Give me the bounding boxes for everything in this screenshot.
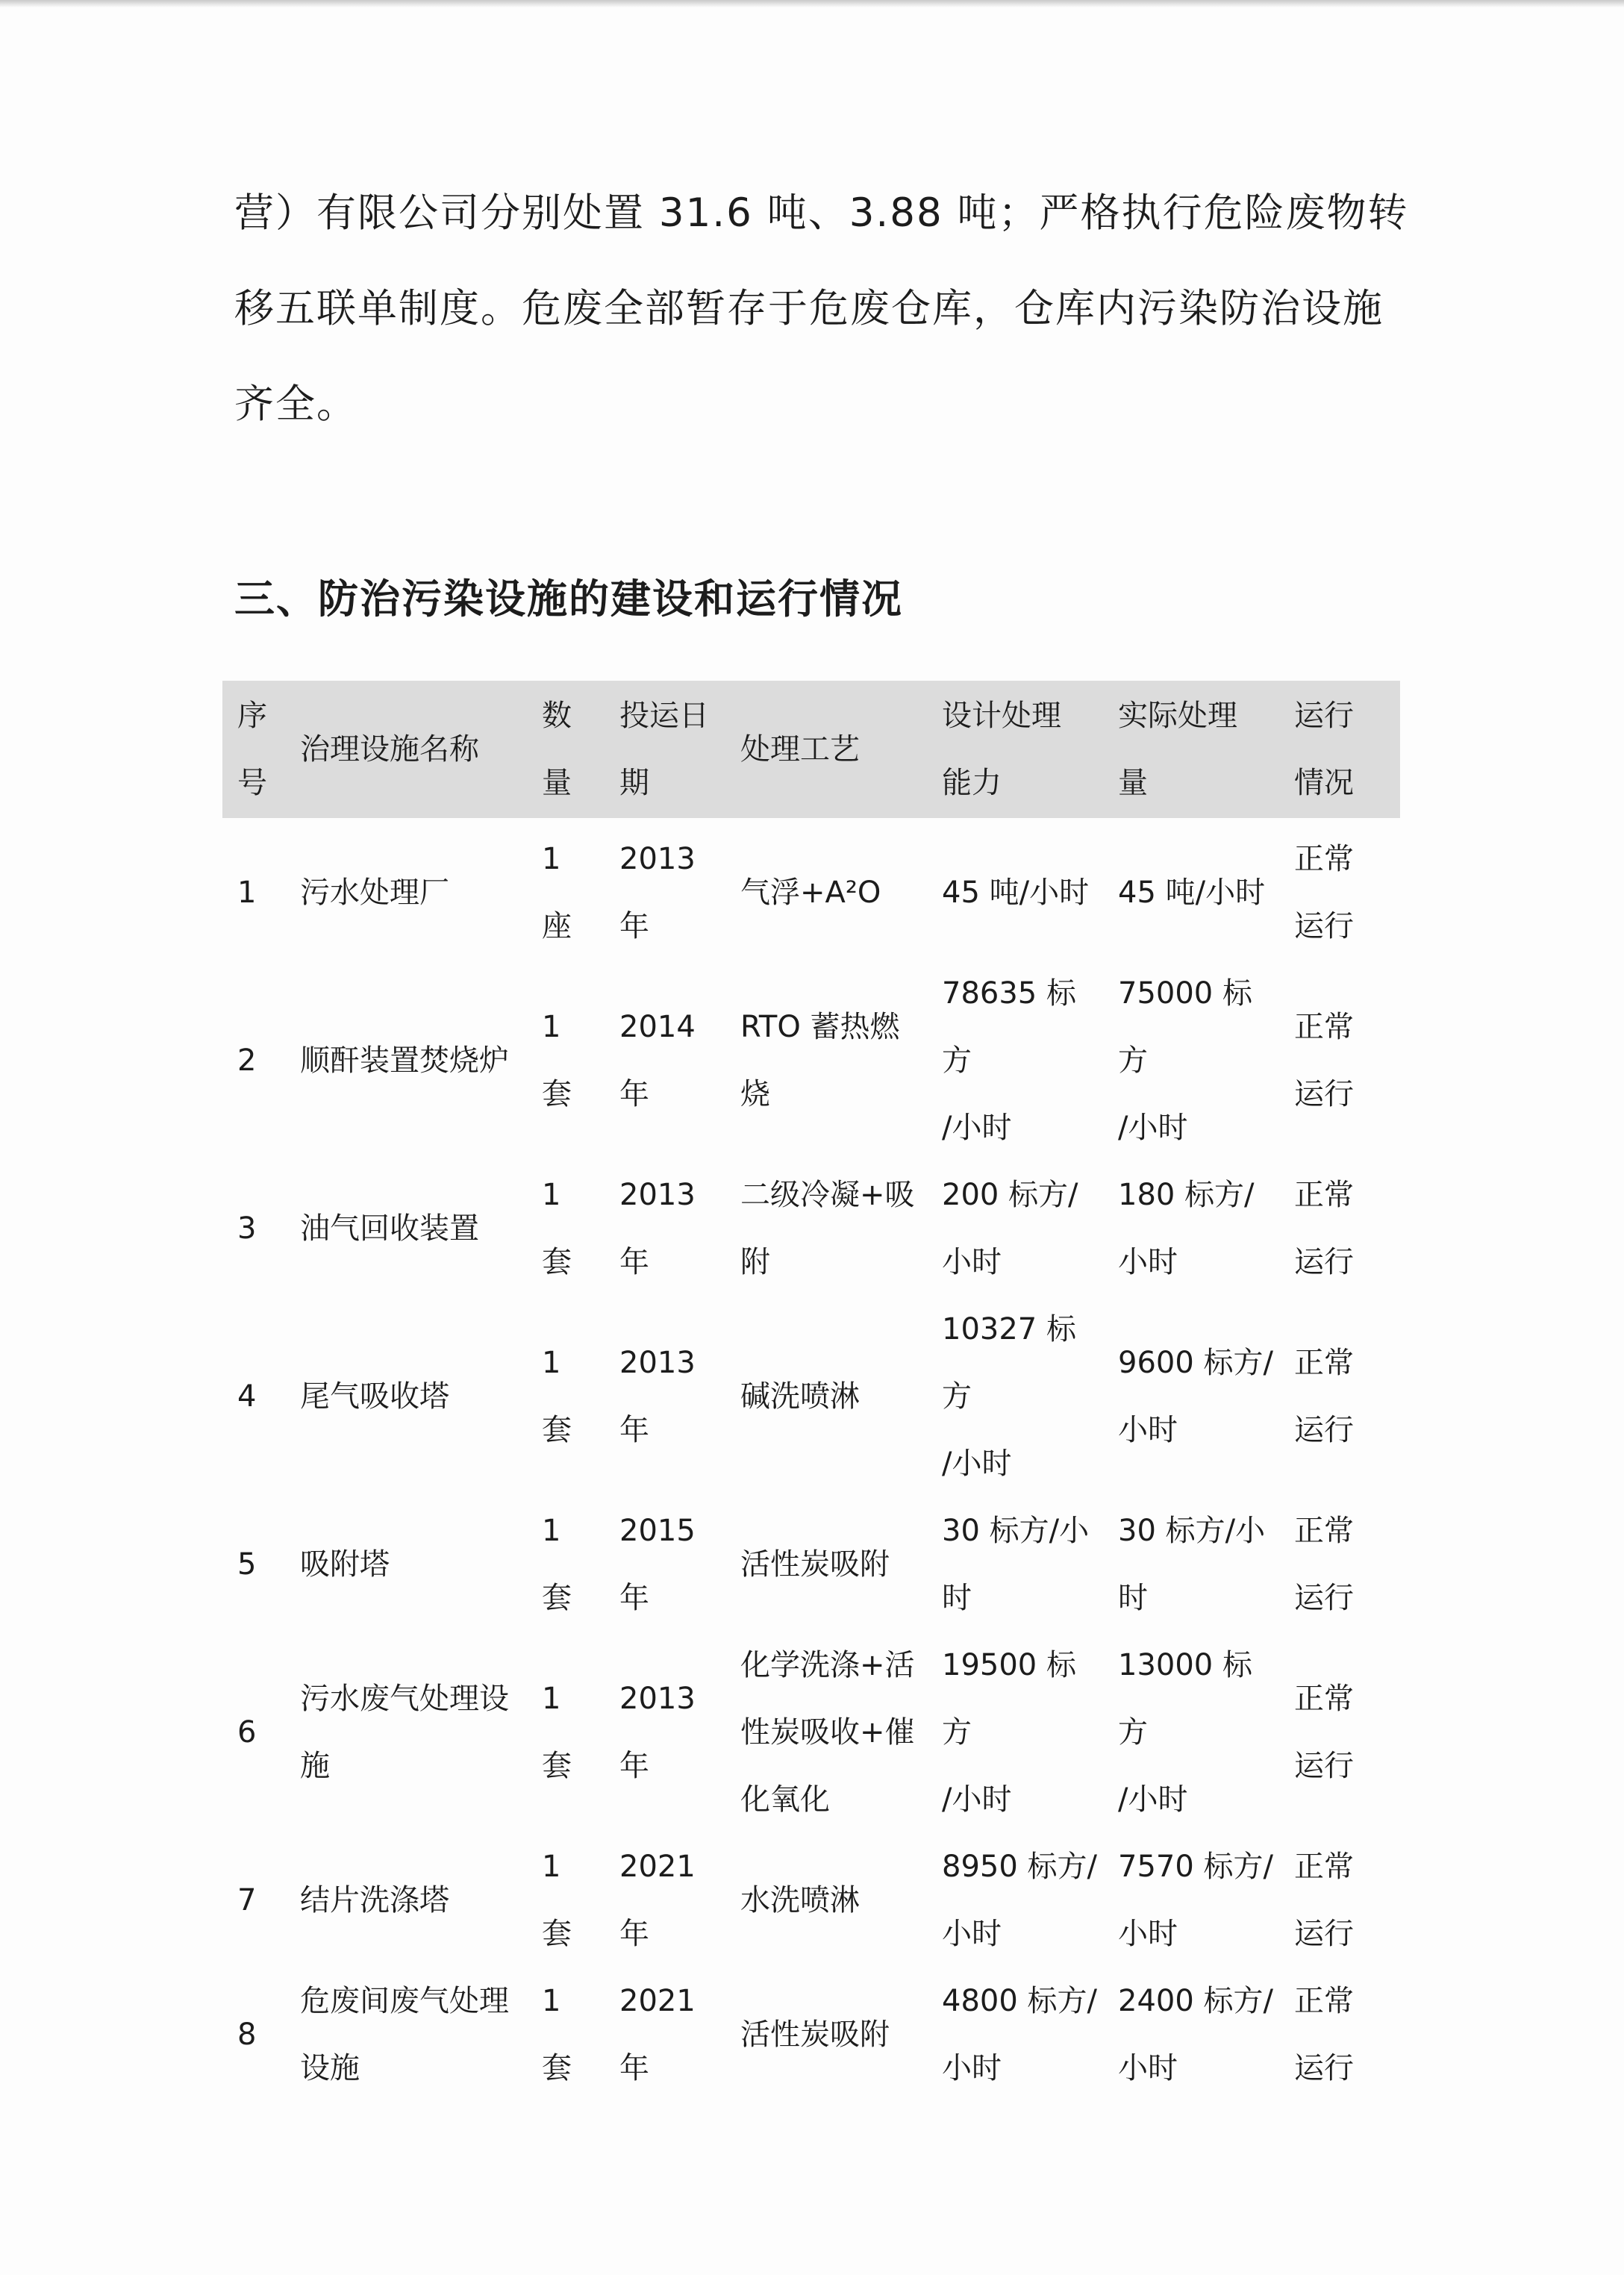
cell-qty: 1 套	[542, 1514, 572, 1615]
cell-actual-capacity: 180 标方/ 小时	[1118, 1178, 1255, 1279]
cell-name: 油气回收装置	[300, 1211, 479, 1246]
header-design-capacity: 设计处理 能力	[942, 699, 1061, 800]
table-row	[222, 1497, 1400, 1632]
cell-actual-capacity: 13000 标方 /小时	[1118, 1648, 1252, 1817]
cell-name: 尾气吸收塔	[300, 1379, 449, 1414]
cell-design-capacity: 10327 标方 /小时	[942, 1312, 1076, 1481]
table-row	[222, 1296, 1400, 1497]
header-name: 治理设施名称	[300, 732, 479, 767]
cell-status: 正常 运行	[1294, 1514, 1354, 1615]
cell-process: RTO 蓄热燃烧	[740, 1010, 900, 1111]
intro-line: 移五联单制度。危废全部暂存于危废仓库，仓库内污染防治设施	[234, 286, 1384, 331]
cell-status: 正常 运行	[1294, 1984, 1354, 2085]
cell-actual-capacity: 2400 标方/ 小时	[1118, 1984, 1273, 2085]
cell-status: 正常 运行	[1294, 1346, 1354, 1447]
header-qty: 数 量	[542, 699, 572, 800]
cell-actual-capacity: 30 标方/小 时	[1118, 1514, 1266, 1615]
cell-name: 结片洗涤塔	[300, 1883, 449, 1917]
cell-name: 顺酐装置焚烧炉	[300, 1043, 509, 1078]
cell-actual-capacity: 7570 标方/ 小时	[1118, 1850, 1273, 1951]
cell-design-capacity: 200 标方/ 小时	[942, 1178, 1078, 1279]
scan-edge	[0, 0, 1624, 7]
intro-line: 齐全。	[234, 381, 357, 427]
cell-seq: 6	[237, 1715, 257, 1750]
header-status: 运行 情况	[1294, 699, 1354, 800]
cell-process: 化学洗涤+活 性炭吸收+催 化氧化	[740, 1648, 915, 1817]
table-header-row	[222, 681, 1400, 818]
cell-name: 吸附塔	[300, 1547, 390, 1582]
cell-design-capacity: 19500 标方 /小时	[942, 1648, 1076, 1817]
cell-design-capacity: 30 标方/小 时	[942, 1514, 1090, 1615]
cell-actual-capacity: 9600 标方/ 小时	[1118, 1346, 1273, 1447]
cell-qty: 1 座	[542, 842, 572, 943]
cell-status: 正常 运行	[1294, 1178, 1354, 1279]
cell-seq: 5	[237, 1547, 257, 1582]
cell-qty: 1 套	[542, 1346, 572, 1447]
cell-date: 2021 年	[619, 1984, 696, 2085]
table-row	[222, 1632, 1400, 1833]
header-date: 投运日 期	[619, 699, 709, 800]
cell-process: 水洗喷淋	[740, 1883, 860, 1917]
header-actual-capacity: 实际处理 量	[1118, 699, 1237, 800]
cell-date: 2015 年	[619, 1514, 696, 1615]
table-row	[222, 1161, 1400, 1296]
cell-date: 2014 年	[619, 1010, 696, 1111]
cell-qty: 1 套	[542, 1178, 572, 1279]
cell-date: 2013 年	[619, 1178, 696, 1279]
cell-seq: 2	[237, 1043, 257, 1078]
cell-process: 二级冷凝+吸 附	[740, 1178, 915, 1279]
cell-status: 正常 运行	[1294, 1850, 1354, 1951]
cell-design-capacity: 8950 标方/ 小时	[942, 1850, 1097, 1951]
cell-seq: 7	[237, 1883, 257, 1917]
cell-design-capacity: 45 吨/小时	[942, 876, 1090, 910]
cell-seq: 1	[237, 876, 257, 910]
cell-process: 气浮+A²O	[740, 876, 881, 910]
section-title: 三、防治污染设施的建设和运行情况	[234, 575, 903, 622]
cell-qty: 1 套	[542, 1010, 572, 1111]
cell-qty: 1 套	[542, 1682, 572, 1783]
table-row	[222, 1833, 1400, 1967]
cell-status: 正常 运行	[1294, 842, 1354, 943]
cell-seq: 3	[237, 1211, 257, 1246]
header-seq: 序 号	[237, 699, 267, 800]
cell-qty: 1 套	[542, 1850, 572, 1951]
table-row	[222, 818, 1400, 960]
cell-design-capacity: 78635 标方 /小时	[942, 976, 1076, 1145]
table-row	[222, 1967, 1400, 2102]
cell-name: 危废间废气处理 设施	[300, 1984, 509, 2085]
intro-paragraph	[234, 166, 1409, 452]
cell-actual-capacity: 45 吨/小时	[1118, 876, 1266, 910]
cell-seq: 4	[237, 1379, 257, 1414]
cell-actual-capacity: 75000 标方 /小时	[1118, 976, 1252, 1145]
cell-qty: 1 套	[542, 1984, 572, 2085]
cell-status: 正常 运行	[1294, 1010, 1354, 1111]
cell-date: 2021 年	[619, 1850, 696, 1951]
cell-name: 污水处理厂	[300, 876, 449, 910]
cell-design-capacity: 4800 标方/ 小时	[942, 1984, 1097, 2085]
facility-table	[222, 681, 1400, 2102]
header-process: 处理工艺	[740, 732, 860, 767]
cell-process: 碱洗喷淋	[740, 1379, 860, 1414]
table-row	[222, 960, 1400, 1161]
cell-date: 2013 年	[619, 1346, 696, 1447]
cell-name: 污水废气处理设 施	[300, 1682, 509, 1783]
cell-process: 活性炭吸附	[740, 1547, 890, 1582]
cell-status: 正常 运行	[1294, 1682, 1354, 1783]
cell-process: 活性炭吸附	[740, 2017, 890, 2052]
cell-date: 2013 年	[619, 842, 696, 943]
cell-seq: 8	[237, 2017, 257, 2052]
intro-line: 营）有限公司分别处置 31.6 吨、3.88 吨；严格执行危险废物转	[234, 190, 1409, 236]
cell-date: 2013 年	[619, 1682, 696, 1783]
